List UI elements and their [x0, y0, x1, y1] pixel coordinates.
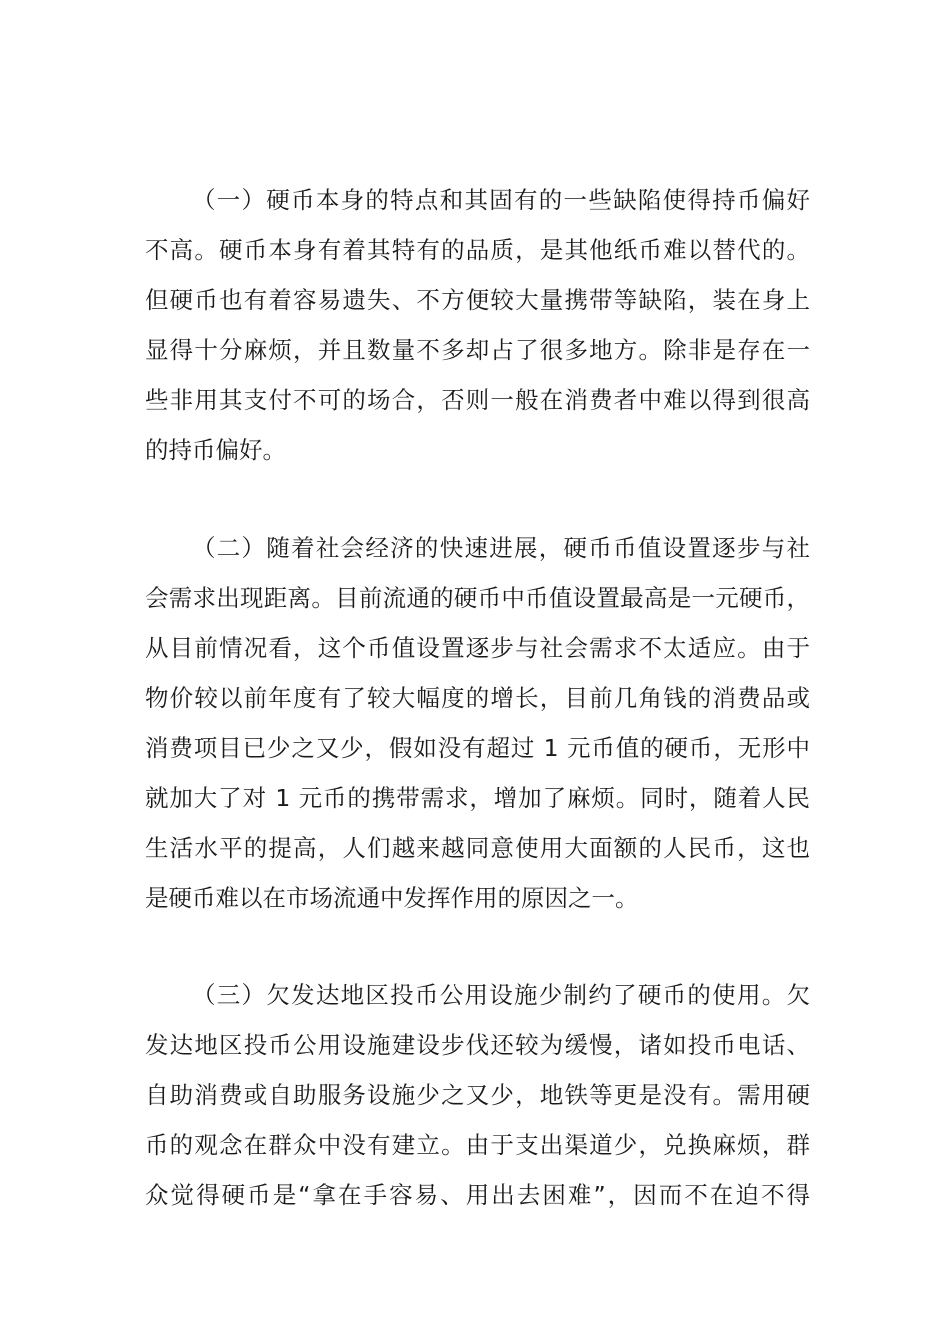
- paragraph-1: [145, 175, 810, 475]
- paragraph-line: 的持币偏好。: [145, 436, 286, 464]
- paragraph-line: 自助消费或自助服务设施少之又少，地铁等更是没有。需用硬: [145, 1081, 810, 1109]
- paragraph-line: 但硬币也有着容易遗失、不方便较大量携带等缺陷，装在身上: [145, 286, 810, 314]
- paragraph-line: 从目前情况看，这个币值设置逐步与社会需求不太适应。由于: [145, 634, 810, 662]
- paragraph-line: 发达地区投币公用设施建设步伐还较为缓慢，诸如投币电话、: [145, 1031, 810, 1059]
- paragraph-line: 显得十分麻烦，并且数量不多却占了很多地方。除非是存在一: [145, 336, 810, 364]
- paragraph-line: 不高。硬币本身有着其特有的品质，是其他纸币难以替代的。: [145, 236, 810, 264]
- paragraph-line: 是硬币难以在市场流通中发挥作用的原因之一。: [145, 884, 639, 912]
- paragraph-line: 物价较以前年度有了较大幅度的增长，目前几角钱的消费品或: [145, 684, 810, 712]
- paragraph-line: （三）欠发达地区投币公用设施少制约了硬币的使用。欠: [192, 981, 810, 1009]
- paragraph-line: 会需求出现距离。目前流通的硬币中币值设置最高是一元硬币，: [145, 584, 810, 612]
- paragraph-line: 就加大了对 1 元币的携带需求，增加了麻烦。同时，随着人民: [145, 784, 810, 812]
- paragraph-3: [145, 970, 810, 1220]
- paragraph-line: 众觉得硬币是“拿在手容易、用出去困难”，因而不在迫不得: [145, 1181, 810, 1209]
- paragraph-line: 币的观念在群众中没有建立。由于支出渠道少，兑换麻烦，群: [145, 1131, 810, 1159]
- paragraph-2: [145, 523, 810, 923]
- paragraph-line: （一）硬币本身的特点和其固有的一些缺陷使得持币偏好: [192, 186, 810, 214]
- paragraph-line: 些非用其支付不可的场合，否则一般在消费者中难以得到很高: [145, 386, 810, 414]
- paragraph-line: （二）随着社会经济的快速进展，硬币币值设置逐步与社: [192, 534, 810, 562]
- paragraph-line: 消费项目已少之又少，假如没有超过 1 元币值的硬币，无形中: [145, 734, 810, 762]
- paragraph-line: 生活水平的提高，人们越来越同意使用大面额的人民币，这也: [145, 834, 810, 862]
